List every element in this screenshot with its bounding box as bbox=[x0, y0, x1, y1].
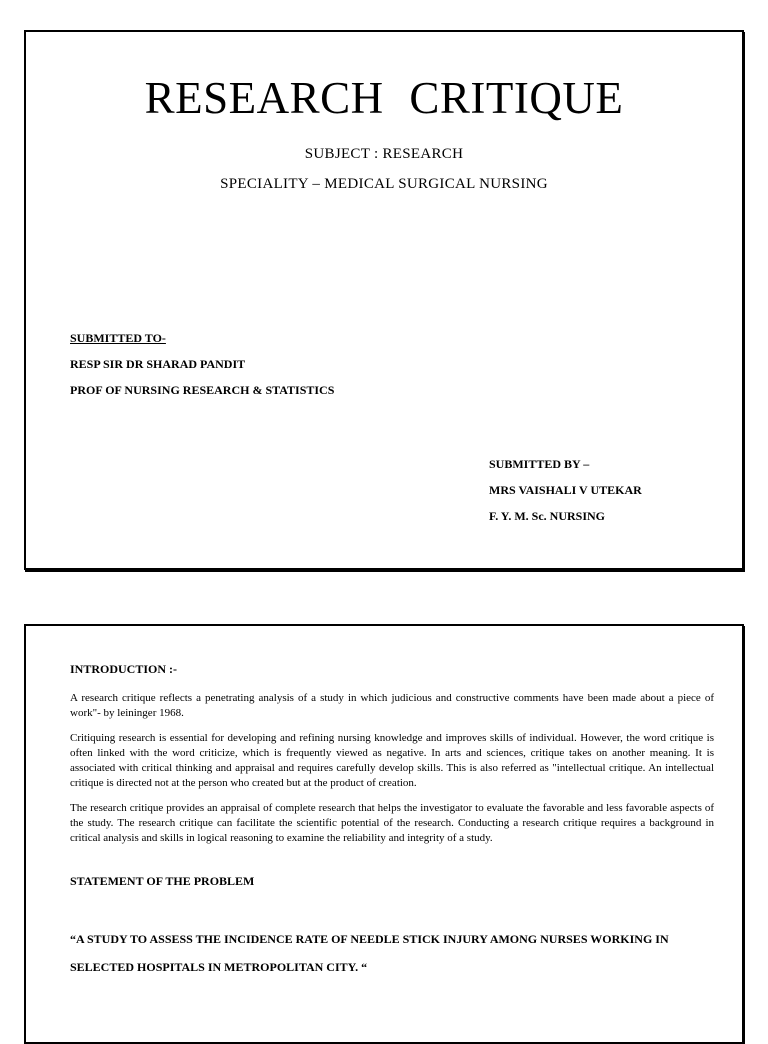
problem-statement-line: “A STUDY TO ASSESS THE INCIDENCE RATE OF NEEDLE STICK INJURY AMONG NURSES WORKING IN bbox=[70, 932, 669, 946]
introduction-heading: INTRODUCTION :- bbox=[70, 662, 178, 676]
problem-statement-line: SELECTED HOSPITALS IN METROPOLITAN CITY. “ bbox=[70, 960, 368, 974]
submitted-to-name: RESP SIR DR SHARAD PANDIT bbox=[70, 357, 246, 371]
submitted-by-name: MRS VAISHALI V UTEKAR bbox=[489, 483, 642, 497]
submitted-by-block bbox=[489, 456, 642, 534]
page-content bbox=[70, 662, 714, 981]
subject-line: SUBJECT : RESEARCH bbox=[304, 146, 464, 162]
submitted-to-label: SUBMITTED TO- bbox=[70, 331, 166, 345]
speciality-line: SPECIALITY – MEDICAL SURGICAL NURSING bbox=[220, 176, 548, 192]
intro-paragraph: The research critique provides an appraisal of complete research that helps the investigator to evaluate the favorable and less favorable aspects of the study. The research critique can facilitate the scientific potential of the research. Conducting a research critique requires a background in critical analysis and skills in logical reasoning to examine the reliability and integrity of a study. bbox=[70, 802, 714, 844]
intro-paragraph: A research critique reflects a penetrating analysis of a study in which judicious and constructive comments have been made about a piece of work"- by leininger 1968. bbox=[70, 692, 714, 719]
submitted-to-block bbox=[70, 330, 334, 408]
statement-heading: STATEMENT OF THE PROBLEM bbox=[70, 874, 255, 888]
intro-paragraph: Critiquing research is essential for developing and refining nursing knowledge and improves skills of individual. However, the word critique is often linked with the word criticize, which is frequently viewed as negative. In arts and sciences, critique takes on another meaning. It is associated with critical thinking and appraisal and requires carefully develop skills. This is also referred as "intellectual critique. An intellectual critique is directed not at the person who created but at the product of creation. bbox=[70, 732, 714, 789]
submitted-by-course: F. Y. M. Sc. NURSING bbox=[489, 509, 606, 523]
submitted-to-designation: PROF OF NURSING RESEARCH & STATISTICS bbox=[70, 383, 335, 397]
introduction-page bbox=[24, 624, 744, 1044]
document-title: RESEARCH CRITIQUE bbox=[144, 73, 624, 123]
submitted-by-label: SUBMITTED BY – bbox=[489, 457, 590, 471]
cover-page bbox=[24, 30, 744, 570]
